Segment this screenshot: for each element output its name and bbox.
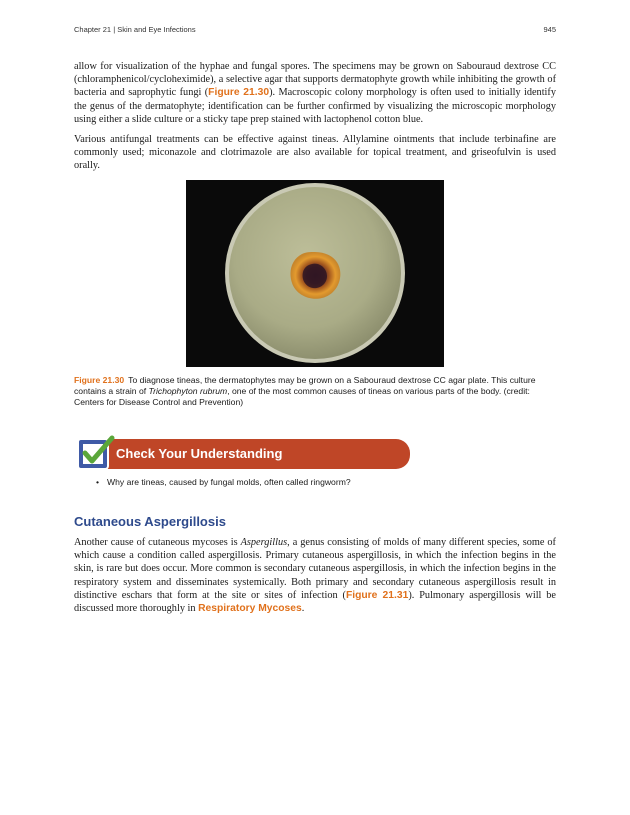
paragraph-cutaneous-aspergillosis: Another cause of cutaneous mycoses is Aspergillus, a genus consisting of molds of many different species, some of which cause a condition called aspergillosis. Primary cutaneous aspergillosis, in which the infection begins in the skin, is rare but does occur. More common is secondary cutaneous aspergillosis, in which the infection begins in the respiratory system and disseminates systemically. Both primary and secondary cutaneous aspergillosis result in distinctive eschars that form at the site or sites of infection (Figure 21.31). Pulmonary aspergillosis will be discussed more thoroughly in Respiratory Mycoses. [74, 537, 556, 615]
figure-caption: Figure 21.30 To diagnose tineas, the dermatophytes may be grown on a Sabouraud dextrose CC agar plate. This culture contains a strain of Trichophyton rubrum, one of the most common causes of tineas on various parts of the body. (credit: Centers for Disease Control and Prevention) [74, 375, 536, 407]
section-heading: Cutaneous Aspergillosis [74, 514, 226, 529]
respiratory-mycoses-link[interactable]: Respiratory Mycoses [198, 603, 302, 615]
running-header [74, 25, 556, 34]
check-understanding-title: Check Your Understanding [116, 446, 283, 461]
chapter-title: Chapter 21 | Skin and Eye Infections [74, 25, 196, 34]
check-understanding-banner [95, 439, 410, 469]
question-item: • Why are tineas, caused by fungal molds, often called ringworm? [96, 477, 351, 487]
figure-label: Figure 21.30 [74, 375, 125, 385]
page-number: 945 [543, 25, 556, 34]
figure-21-31-link[interactable]: Figure 21.31 [345, 589, 409, 601]
figure-21-30-link[interactable]: Figure 21.30 [208, 87, 270, 99]
check-understanding-questions [96, 477, 351, 487]
agar-plate-photo [186, 180, 444, 367]
paragraph-dermatophyte-culture: allow for visualization of the hyphae and fungal spores. The specimens may be grown on Sabouraud dextrose CC (chloramphenicol/cycloheximide), a selective agar that supports dermatophyte growth while inhibiting the growth of bacteria and saprophytic fungi (Figure 21.30). Macroscopic colony morphology is often used to initially identify the genus of the dermatophyte; identification can be further confirmed by visualizing the microscopic morphology using either a slide culture or a sticky tape prep stained with lactophenol cotton blue. [74, 61, 557, 125]
checkbox-check-icon [76, 433, 116, 473]
petri-dish-image [186, 180, 444, 367]
paragraph-antifungal-treatments: Various antifungal treatments can be effective against tineas. Allylamine ointments that include terbinafine are commonly used; miconazole and clotrimazole are also available for topical treatment, and griseofulvin is used orally. [74, 134, 556, 172]
